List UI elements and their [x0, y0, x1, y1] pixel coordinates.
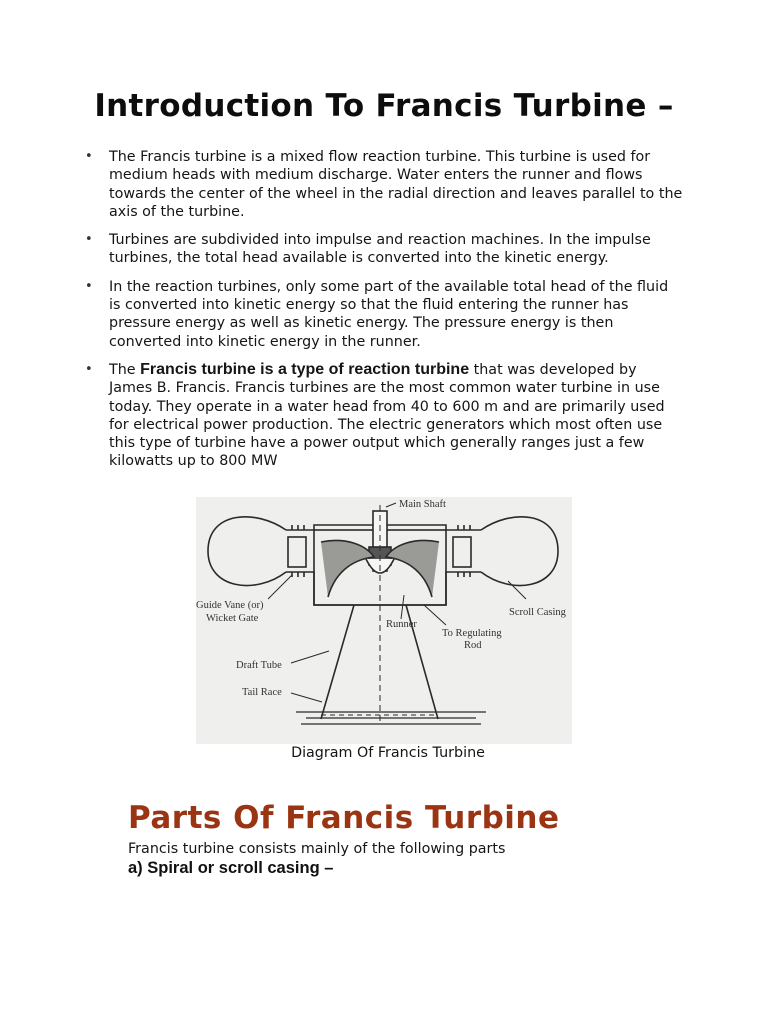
bullet-icon: • [85, 149, 93, 164]
label-wicket-gate: Wicket Gate [206, 613, 259, 624]
label-scroll-casing: Scroll Casing [509, 607, 566, 618]
runner-blade-left [321, 540, 374, 597]
francis-turbine-diagram [196, 497, 572, 744]
list-item [84, 278, 684, 351]
label-runner: Runner [386, 619, 417, 630]
list-item [84, 361, 684, 471]
page-title: Introduction To Francis Turbine – [94, 88, 674, 124]
section-intro: Francis turbine consists mainly of the following parts [128, 841, 506, 857]
section-heading: Parts Of Francis Turbine [128, 800, 560, 836]
tail-race [296, 712, 486, 724]
bullet-list [84, 148, 684, 481]
label-draft-tube: Draft Tube [236, 660, 282, 671]
bullet-prefix: The [109, 361, 141, 378]
figure-caption: Diagram Of Francis Turbine [291, 745, 485, 761]
bullet-strong-text: Francis turbine is a type of reaction turbine [140, 360, 470, 378]
bullet-text: The Francis turbine is a mixed flow reaction turbine. This turbine is used for medium heads with medium discharge. Water enters the runner and flows towards the center of the wheel in the radial direction and leaves parallel to the axis of the turbine. [109, 149, 683, 220]
bullet-text: In the reaction turbines, only some part of the available total head of the fluid is converted into kinetic energy so that the fluid entering the runner has pressure energy as well as kinetic energy. The pressure energy is then converted into kinetic energy in the runner. [109, 278, 669, 350]
draft-tube [321, 605, 438, 719]
list-item [84, 231, 684, 268]
label-guide-vane: Guide Vane (or) [196, 600, 264, 611]
bullet-text: that was developed by James B. Francis. Francis turbines are the most common water turbine in use today. They operate in a water head from 40 to 600 m and are primarily used for electrical power production. The electric generators which most often use this type of turbine have a power output which generally ranges just a few kilowatts up to 800 MW [109, 361, 665, 470]
right-scroll-casing [481, 517, 558, 586]
label-to-regulating: To Regulating [442, 628, 502, 639]
subsection-heading: a) Spiral or scroll casing – [128, 859, 334, 877]
bullet-icon: • [85, 278, 93, 294]
label-main-shaft: Main Shaft [399, 499, 446, 510]
label-rod: Rod [464, 640, 482, 651]
runner-blade-right [386, 540, 439, 597]
bullet-icon: • [85, 232, 93, 248]
bullet-icon: • [85, 361, 93, 377]
left-scroll-casing [208, 517, 286, 586]
list-item [84, 148, 684, 221]
label-tail-race: Tail Race [242, 687, 282, 698]
bullet-text: Turbines are subdivided into impulse and reaction machines. In the impulse turbines, the total head available is converted into the kinetic energy. [109, 232, 651, 267]
left-guide-vane [288, 537, 306, 567]
right-guide-vane [453, 537, 471, 567]
